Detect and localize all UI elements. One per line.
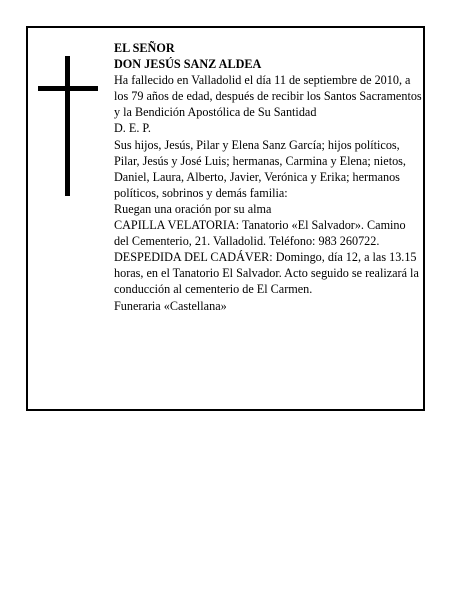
chapel-info: CAPILLA VELATORIA: Tanatorio «El Salvador». Camino del Cementerio, 21. Valladolid. Teléfono: 983 260722. <box>114 218 406 249</box>
farewell-info: DESPEDIDA DEL CADÁVER: Domingo, día 12, a las 13.15 horas, en el Tanatorio El Salvador. Acto seguido se realizará la conducción al cementerio de El Carmen. <box>114 250 419 297</box>
death-announcement: Ha fallecido en Valladolid el día 11 de septiembre de 2010, a los 79 años de edad, después de recibir los Santos Sacramentos y la Bendición Apostólica de Su Santidad <box>114 73 422 120</box>
title-line-1: EL SEÑOR <box>114 41 175 55</box>
prayer-request: Ruegan una oración por su alma <box>114 201 272 216</box>
obituary-text <box>114 40 422 314</box>
obituary-notice <box>26 26 425 411</box>
deceased-name: DON JESÚS SANZ ALDEA <box>114 57 262 72</box>
rip-text: D. E. P. <box>114 121 151 136</box>
funeral-home: Funeraria «Castellana» <box>114 298 227 313</box>
cross-icon <box>38 56 98 196</box>
family-list: Sus hijos, Jesús, Pilar y Elena Sanz García; hijos políticos, Pilar, Jesús y José Luis; hermanas, Carmina y Elena; nietos, Daniel, Laura, Alberto, Javier, Verónica y Erika; hermanos políticos, sobrinos y demás familia: <box>114 137 406 200</box>
